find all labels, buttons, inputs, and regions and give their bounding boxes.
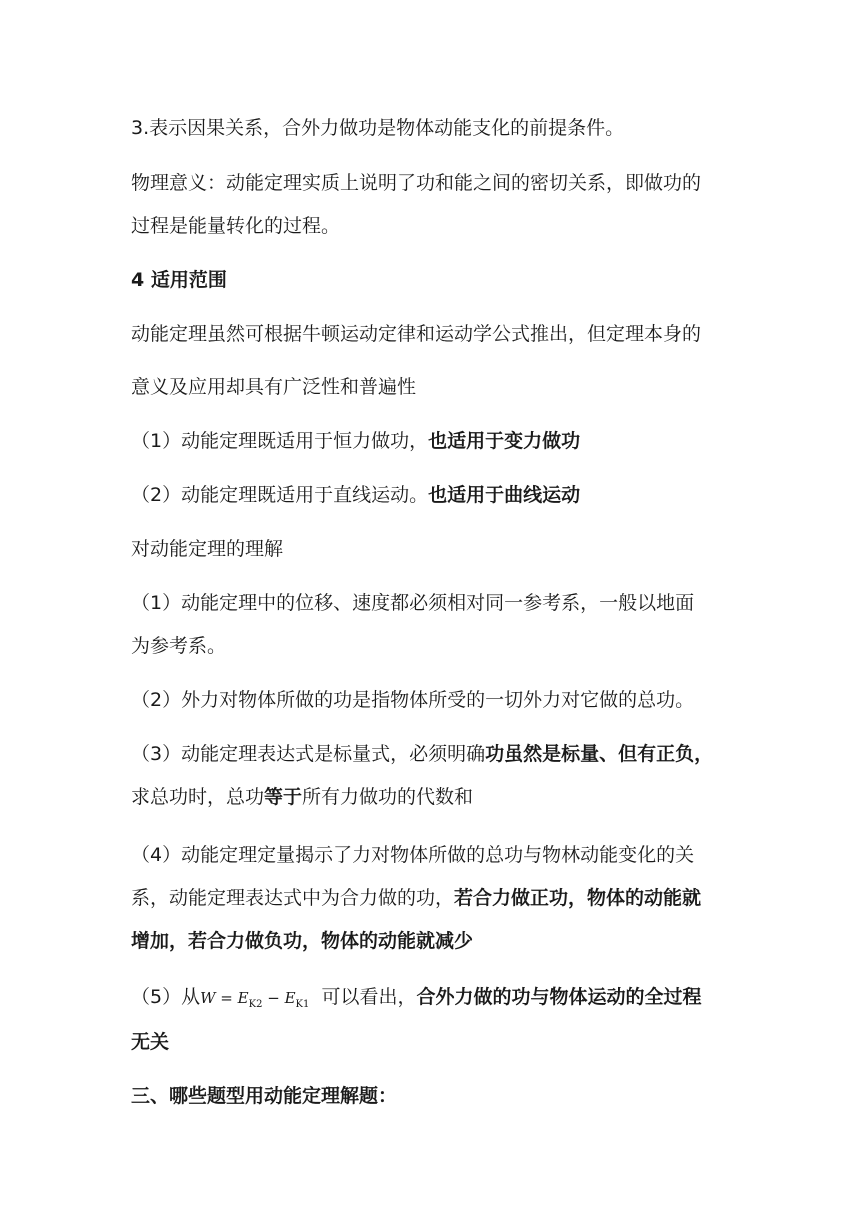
scope-paragraph-line-1 — [131, 322, 741, 346]
understanding-item-1-line-2 — [131, 634, 741, 658]
text: （4）动能定理定量揭示了力对物体所做的总功与物林动能变化的关 — [131, 844, 695, 866]
understanding-item-2 — [131, 688, 741, 712]
text: 为参考系。 — [131, 635, 227, 657]
bold-text: 等于 — [264, 786, 303, 808]
text: 所有力做功的代数和 — [302, 786, 474, 808]
text: 求总功时，总功 — [131, 786, 265, 808]
text: （1）动能定理中的位移、速度都必须相对同一参考系，一般以地面 — [131, 592, 695, 614]
understanding-heading — [131, 537, 741, 561]
text: 无关 — [131, 1031, 170, 1053]
scope-paragraph-line-2 — [131, 375, 741, 399]
text: 过程是能量转化的过程。 — [131, 215, 341, 237]
text: 可以看出， — [321, 986, 417, 1008]
bold-text: 也适用于变力做功 — [428, 430, 581, 452]
scope-item-2 — [131, 483, 741, 507]
text: 三、哪些题型用动能定理解题： — [131, 1085, 398, 1107]
text: 对动能定理的理解 — [131, 538, 284, 560]
text: （2）外力对物体所做的功是指物体所受的一切外力对它做的总功。 — [131, 689, 695, 711]
bold-text: 功虽然是标量、但有正负， — [485, 743, 714, 765]
section-heading-3 — [131, 1084, 741, 1108]
bold-text: 合外力做的功与物体运动的全过程 — [416, 986, 702, 1008]
text: 系，动能定理表达式中为合力做的功， — [131, 887, 455, 909]
formula-w: W — [200, 989, 216, 1007]
point-3-causality — [131, 116, 741, 140]
text: （5）从 — [131, 986, 201, 1008]
text: 物理意义：动能定理实质上说明了功和能之间的密切关系，即做功的 — [131, 172, 702, 194]
understanding-item-4-line-2 — [131, 886, 741, 910]
text: （2）动能定理既适用于直线运动。 — [131, 484, 429, 506]
scope-item-1 — [131, 429, 741, 453]
text: 4 适用范围 — [131, 269, 227, 291]
text: 3.表示因果关系，合外力做功是物体动能支化的前提条件。 — [131, 117, 625, 139]
understanding-item-3-line-1 — [131, 742, 741, 766]
section-heading-scope — [131, 268, 741, 292]
bold-text: 也适用于曲线运动 — [428, 484, 581, 506]
understanding-item-5-line-1 — [131, 985, 741, 1017]
physical-meaning-line-1 — [131, 171, 741, 195]
text: 动能定理虽然可根据牛顿运动定律和运动学公式推出，但定理本身的 — [131, 323, 702, 345]
understanding-item-5-line-2 — [131, 1030, 741, 1054]
text: 意义及应用却具有广泛性和普遍性 — [131, 376, 417, 398]
understanding-item-1-line-1 — [131, 591, 741, 615]
formula-minus: − — [267, 989, 280, 1007]
bold-text: 若合力做正功，物体的动能就 — [454, 887, 702, 909]
text: 增加，若合力做负功，物体的动能就减少 — [131, 930, 474, 952]
understanding-item-4-line-3 — [131, 929, 741, 953]
understanding-item-4-line-1 — [131, 843, 741, 867]
formula-e: E — [284, 989, 296, 1007]
work-energy-formula — [200, 989, 310, 1010]
text: （1）动能定理既适用于恒力做功， — [131, 430, 429, 452]
physical-meaning-line-2 — [131, 214, 741, 238]
formula-subscript: K2 — [248, 999, 263, 1010]
formula-equals: = — [220, 989, 233, 1007]
understanding-item-3-line-2 — [131, 785, 741, 809]
formula-subscript: K1 — [295, 999, 310, 1010]
formula-e: E — [237, 989, 249, 1007]
text: （3）动能定理表达式是标量式，必须明确 — [131, 743, 486, 765]
